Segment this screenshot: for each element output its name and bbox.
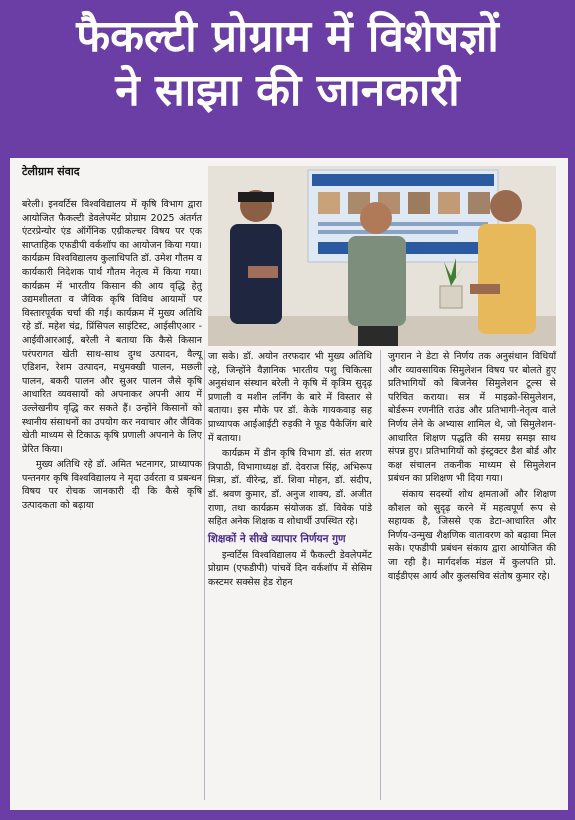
byline: टेलीग्राम संवाद (22, 165, 80, 178)
photo-illustration (208, 166, 556, 346)
article-column-3 (388, 350, 556, 585)
paragraph: इन्वर्टिस विश्वविद्यालय में फैकल्टी डेवलेपमेंट प्रोग्राम (एफडीपी) पांचवें दिन वर्कशॉप में सेसिम कस्टमर सक्सेस हेड रोहन (208, 549, 372, 588)
article-photo (208, 166, 556, 346)
article-subhead: शिक्षकों ने सीखे व्यापार निर्णयन गुण (208, 532, 346, 545)
column-divider (380, 350, 381, 800)
column-divider (204, 350, 205, 800)
paragraph: कार्यक्रम में डीन कृषि विभाग डॉ. संत शरण त्रिपाठी, विभागाध्यक्ष डॉ. देवराज सिंह, अभिरूप मित्रा, डॉ. वीरेन्द्र, डॉ. शिवा मोहन, डॉ. संदीप, डॉ. श्रवण कुमार, डॉ. अनुज शाक्य, डॉ. अजीत राणा, तथा कार्यक्रम संयोजक डॉ. विवेक पांडे सहित अनेक शिक्षक व शोधार्थी उपस्थित रहे। (208, 448, 372, 528)
article-column-1 (22, 198, 202, 515)
paragraph: जुगरान ने डेटा से निर्णय तक अनुसंधान विधियाँ और व्यावसायिक सिमुलेशन विषय पर बोलते हुए प्रतिभागियों को बिजनेस सिमुलेशन टूल्स से परिचित कराया। सत्र में माइक्रो-सिमुलेशन, बोर्डरूम रणनीति राउंड और प्रतिभागी-नेतृत्व वाले निर्णय लेने के अभ्यास शामिल थे, जो सिमुलेशन- आधारित शिक्षण पद्धति की समग्र समझ साथ संपन्न हुए। प्रतिभागियों को इंस्ट्रक्टर डैश बोर्ड और कक्ष संचालन तकनीक माध्यम से सिमुलेशन प्रबंधन का प्रशिक्षण भी दिया गया। (388, 351, 556, 485)
headline (0, 10, 575, 118)
paragraph: जा सके। डॉ. अयोन तरफदार भी मुख्य अतिथि रहे, जिन्होंने वैज्ञानिक भारतीय पशु चिकित्सा अनुसंधान संस्थान बरेली ने कृषि में कृत्रिम सुदृढ़ प्रणाली व मशीन लर्निंग के बारे में विस्तार से बताया। इस मौके पर डॉ. केके गायकवाड़ सह प्राध्यापक आईआईटी रुड़की ने फूड पैकेजिंग बारे में बताया। (208, 351, 372, 444)
paragraph: मुख्य अतिथि रहे डॉ. अमित भटनागर, प्राध्यापक पन्तनगर कृषि विश्वविद्यालय ने मृदा उर्वरता व प्रबन्धन विषय पर रोचक जानकारी दी कि कैसे कृषि उत्पादकता को बढ़ाया (22, 459, 202, 512)
paragraph: संकाय सदस्यों शोध क्षमताओं और शिक्षण कौशल को सुदृढ़ करने में महत्वपूर्ण रूप से सहायक है, जिससे एक डेटा-आधारित और निर्णय-उन्मुख शैक्षणिक वातावरण को बढ़ावा मिल सके। एफडीपी प्रबंधन संकाय द्वारा आयोजित की जा रही है। मार्गदर्शक मंडल में कुलपति प्रो. वाईडीएस आर्य और कुलसचिव संतोष कुमार रहे। (388, 488, 556, 582)
headline-line-1: फैकल्टी प्रोग्राम में विशेषज्ञों (76, 11, 499, 62)
article-column-2 (208, 350, 372, 592)
headline-line-2: ने साझा की जानकारी (115, 65, 460, 116)
paragraph: बरेली। इनवर्टिस विश्वविद्यालय में कृषि विभाग द्वारा आयोजित फैकल्टी डेवलेपमेंट प्रोग्राम 2025 अंतर्गत एंटरप्रेन्योर एंड ऑर्गेनिक एग्रीकल्चर विषय पर एक साप्ताहिक एफडीपी वर्कशॉप का आयोजन किया गया। कार्यक्रम विश्वविद्यालय कुलाधिपति डॉ. उमेश गौतम व कार्यकारी निदेशक पार्थ गौतम नेतृत्व में किया गया। कार्यक्रम में भारतीय किसान की आय वृद्धि हेतु उद्यमशीलता व जैविक कृषि विविध आयामों पर विस्तारपूर्वक चर्चा की गई। कार्यक्रम में मुख्य अतिथि रहे डॉ. महेश चंद्र, प्रिंसिपल साइंटिस्ट, आईसीएआर - आईवीआरआई, बरेली ने बताया कि कैसे किसान परंपरागत खेती साथ-साथ दुग्ध उत्पादन, वैल्यू एडिशन, रेशम उत्पादन, मधुमक्खी पालन, मछली पालन, बकरी पालन और सुअर पालन जैसे कृषि आधारित व्यवसायों को अपनाकर अपनी आय में उल्लेखनीय वृद्धि कर सकते हैं। उन्होंने किसानों को स्थानीय संसाधनों का उपयोग कर नवाचार और जैविक खेती माध्यम से टिकाऊ कृषि प्रणाली अपनाने के लिए प्रेरित किया। (22, 199, 202, 455)
